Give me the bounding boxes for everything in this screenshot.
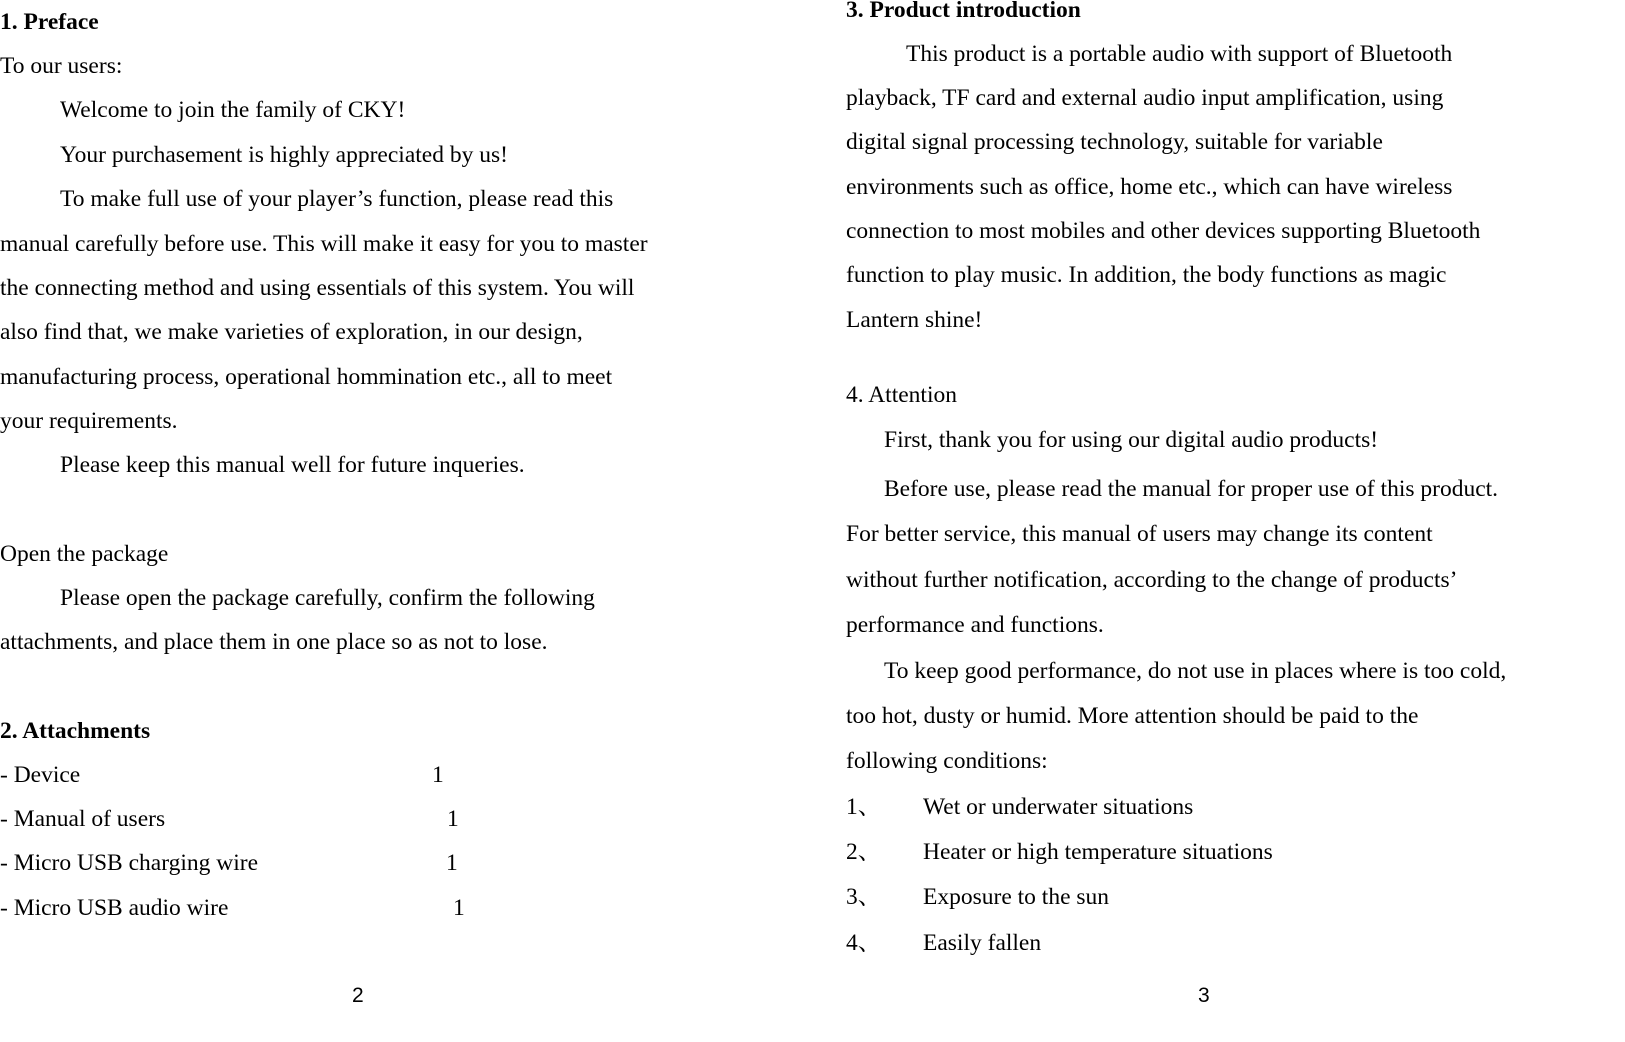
preface-line: the connecting method and using essentials of this system. You will — [0, 275, 635, 301]
condition-number: 4、 — [846, 930, 882, 956]
product-intro-line: This product is a portable audio with support of Bluetooth — [906, 41, 1453, 67]
condition-number: 3、 — [846, 884, 882, 910]
preface-line: manual carefully before use. This will make it easy for you to master — [0, 231, 648, 257]
preface-line: Welcome to join the family of CKY! — [60, 97, 406, 123]
attachment-item: - Micro USB audio wire — [0, 895, 229, 921]
attachment-qty: 1 — [432, 762, 444, 788]
product-intro-line: playback, TF card and external audio input amplification, using — [846, 85, 1444, 111]
attachment-qty: 1 — [446, 850, 458, 876]
attention-line: Before use, please read the manual for proper use of this product. — [884, 476, 1499, 502]
attention-line: First, thank you for using our digital audio products! — [884, 427, 1379, 453]
condition-number: 1、 — [846, 794, 882, 820]
preface-heading: 1. Preface — [0, 9, 99, 35]
attachment-item: - Manual of users — [0, 806, 166, 832]
product-intro-line: connection to most mobiles and other devices supporting Bluetooth — [846, 218, 1481, 244]
preface-line: your requirements. — [0, 408, 178, 434]
preface-line: manufacturing process, operational hommination etc., all to meet — [0, 364, 613, 390]
attention-line: For better service, this manual of users may change its content — [846, 521, 1433, 547]
preface-line: To make full use of your player’s function, please read this — [60, 186, 614, 212]
attention-line: too hot, dusty or humid. More attention should be paid to the — [846, 703, 1419, 729]
condition-text: Easily fallen — [923, 930, 1042, 956]
condition-text: Wet or underwater situations — [923, 794, 1194, 820]
attention-line: without further notification, according to the change of products’ — [846, 567, 1458, 593]
attachment-qty: 1 — [453, 895, 465, 921]
product-intro-line: Lantern shine! — [846, 307, 983, 333]
condition-text: Exposure to the sun — [923, 884, 1110, 910]
attention-line: To keep good performance, do not use in places where is too cold, — [884, 658, 1507, 684]
product-intro-line: environments such as office, home etc., which can have wireless — [846, 174, 1453, 200]
attachments-heading: 2. Attachments — [0, 718, 151, 744]
right-page — [846, 0, 1625, 1042]
attention-line: performance and functions. — [846, 612, 1104, 638]
product-intro-line: digital signal processing technology, suitable for variable — [846, 129, 1383, 155]
page-number: 3 — [1198, 984, 1210, 1007]
product-intro-line: function to play music. In addition, the body functions as magic — [846, 262, 1447, 288]
left-page — [0, 0, 790, 1042]
page-number: 2 — [352, 984, 364, 1007]
open-package-line: attachments, and place them in one place so as not to lose. — [0, 629, 548, 655]
open-package-heading: Open the package — [0, 541, 169, 567]
attachment-qty: 1 — [447, 806, 459, 832]
preface-line: Please keep this manual well for future inqueries. — [60, 452, 525, 478]
attachment-item: - Device — [0, 762, 81, 788]
attachment-item: - Micro USB charging wire — [0, 850, 259, 876]
condition-text: Heater or high temperature situations — [923, 839, 1273, 865]
attention-heading: 4. Attention — [846, 382, 957, 408]
preface-line: Your purchasement is highly appreciated by us! — [60, 142, 508, 168]
product-intro-heading: 3. Product introduction — [846, 0, 1081, 23]
open-package-line: Please open the package carefully, confirm the following — [60, 585, 595, 611]
attention-line: following conditions: — [846, 748, 1048, 774]
preface-line: also find that, we make varieties of exploration, in our design, — [0, 319, 583, 345]
condition-number: 2、 — [846, 839, 882, 865]
preface-salutation: To our users: — [0, 53, 123, 79]
